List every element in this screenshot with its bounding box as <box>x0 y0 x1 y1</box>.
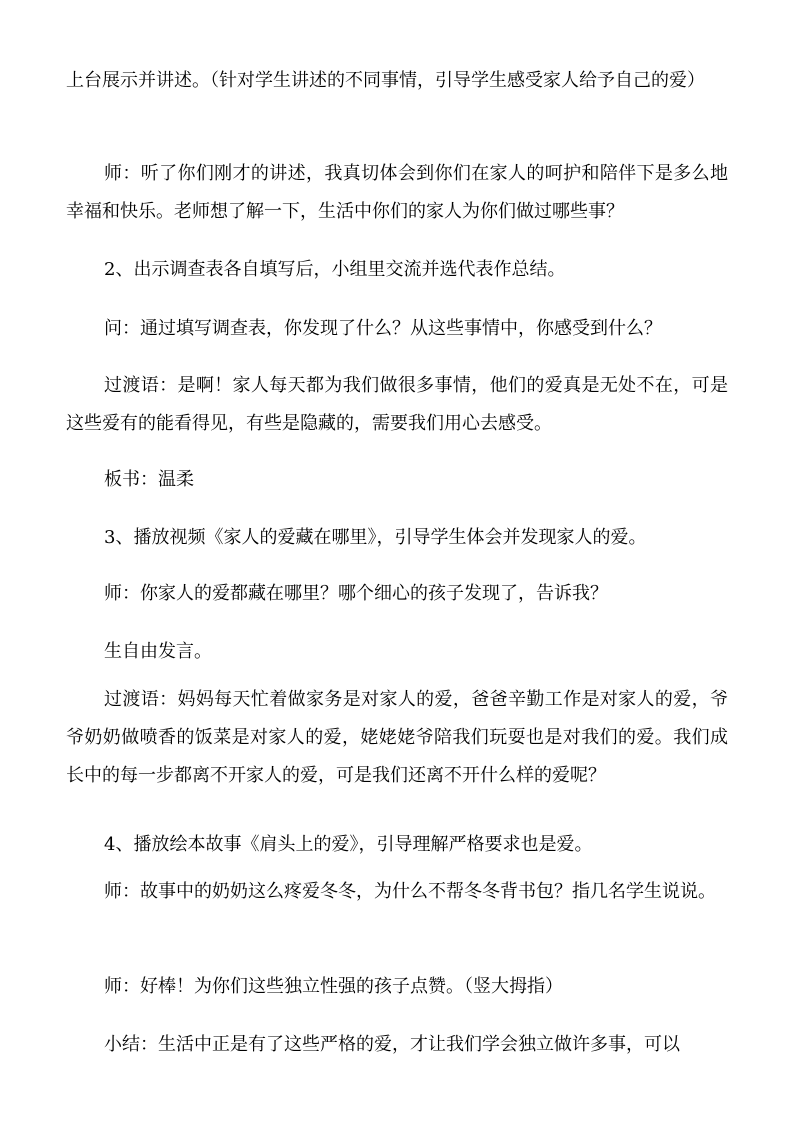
paragraph-13: 师：好棒！为你们这些独立性强的孩子点赞。（竖大拇指） <box>104 976 563 997</box>
paragraph-14: 小结：生活中正是有了这些严格的爱，才让我们学会独立做许多事，可以 <box>104 1034 680 1055</box>
paragraph-1: 上台展示并讲述。（针对学生讲述的不同事情，引导学生感受家人给予自己的爱） <box>66 70 705 91</box>
paragraph-7: 3、播放视频《家人的爱藏在哪里》，引导学生体会并发现家人的爱。 <box>104 527 647 548</box>
paragraph-9: 生自由发言。 <box>104 641 212 662</box>
paragraph-8: 师：你家人的爱都藏在哪里？哪个细心的孩子发现了，告诉我？ <box>104 583 608 604</box>
paragraph-4: 问：通过填写调查表，你发现了什么？从这些事情中，你感受到什么？ <box>104 318 662 339</box>
paragraph-2: 师：听了你们刚才的讲述，我真切体会到你们在家人的呵护和陪伴下是多么地幸福和快乐。老师想了解一下，生活中你们的家人为你们做过哪些事？ <box>66 163 728 222</box>
paragraph-10: 过渡语：妈妈每天忙着做家务是对家人的爱，爸爸辛勤工作是对家人的爱，爷爷奶奶做喷香的饭菜是对家人的爱，姥姥姥爷陪我们玩耍也是对我们的爱。我们成长中的每一步都离不开家人的爱，可是我们还离不开什么样的爱呢？ <box>66 689 728 786</box>
paragraph-6: 板书：温柔 <box>104 469 194 490</box>
paragraph-3: 2、出示调查表各自填写后，小组里交流并选代表作总结。 <box>104 259 566 280</box>
paragraph-11: 4、播放绘本故事《肩头上的爱》，引导理解严格要求也是爱。 <box>104 834 593 855</box>
paragraph-5: 过渡语：是啊！家人每天都为我们做很多事情，他们的爱真是无处不在，可是这些爱有的能看得见，有些是隐藏的，需要我们用心去感受。 <box>66 375 728 434</box>
paragraph-12: 师：故事中的奶奶这么疼爱冬冬，为什么不帮冬冬背书包？指几名学生说说。 <box>104 881 716 902</box>
